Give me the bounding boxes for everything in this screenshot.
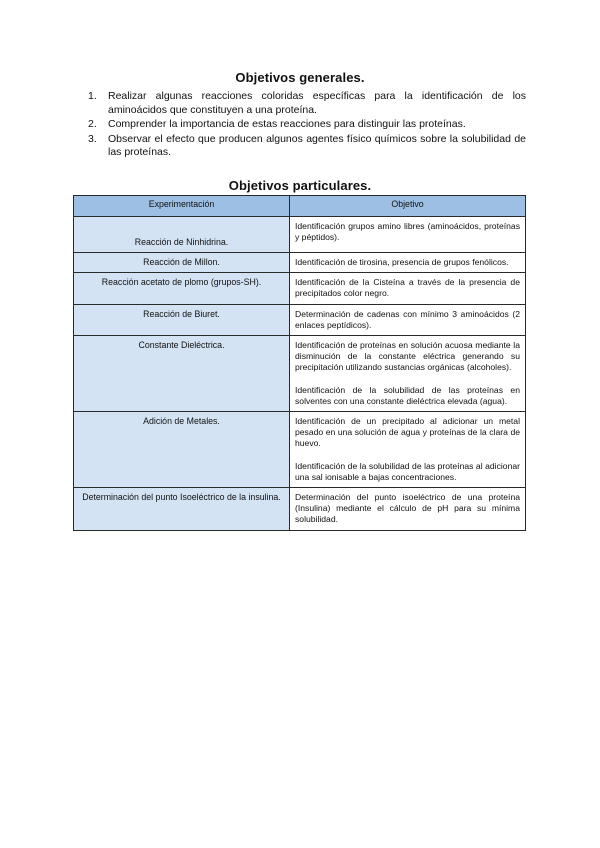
objective-cell <box>290 253 526 273</box>
table-row <box>74 217 526 253</box>
list-item <box>88 133 526 160</box>
objective-text: Determinación del punto isoeléctrico de una proteína (Insulina) mediante el cálculo de pH para su mínima solubilidad. <box>295 492 520 525</box>
objective-cell <box>290 412 526 488</box>
objective-cell <box>290 273 526 304</box>
objective-text: Identificación de proteínas en solución acuosa mediante la disminución de la constante eléctrica generando su precipitación utilizando sustancias orgánicas (alcoholes). <box>295 340 520 373</box>
table-row <box>74 273 526 304</box>
list-item <box>88 118 526 132</box>
list-number: 1. <box>88 90 97 102</box>
experiment-cell: Reacción de Ninhidrina. <box>74 217 290 253</box>
list-number: 2. <box>88 118 97 130</box>
experiment-cell: Reacción de Millon. <box>74 253 290 273</box>
objective-cell <box>290 217 526 253</box>
table-row <box>74 304 526 335</box>
header-experimentation: Experimentación <box>74 196 290 217</box>
general-objectives-title: Objetivos generales. <box>235 70 365 85</box>
list-item <box>88 90 526 117</box>
objective-cell <box>290 304 526 335</box>
particular-objectives-title: Objetivos particulares. <box>228 178 372 193</box>
objective-text: Identificación de tirosina, presencia de grupos fenólicos. <box>295 257 509 267</box>
experiment-cell: Reacción acetato de plomo (grupos-SH). <box>74 273 290 304</box>
header-objective: Objetivo <box>290 196 526 217</box>
table-header-row <box>74 196 526 217</box>
table-row <box>74 412 526 488</box>
objective-text: Determinación de cadenas con mínimo 3 aminoácidos (2 enlaces peptídicos). <box>295 308 520 330</box>
objective-text: Identificación de la Cisteína a través de la presencia de precipitados color negro. <box>295 277 520 299</box>
experiment-cell: Reacción de Biuret. <box>74 304 290 335</box>
table-row <box>74 253 526 273</box>
objective-text: Identificación de un precipitado al adicionar un metal pesado en una solución de agua y proteínas de la clara de huevo. <box>295 416 520 449</box>
general-objectives-list <box>88 90 526 161</box>
objective-cell <box>290 488 526 531</box>
list-item-text: Comprender la importancia de estas reacciones para distinguir las proteínas. <box>108 118 466 130</box>
objective-cell <box>290 336 526 412</box>
objective-text: Identificación de la solubilidad de las proteínas al adicionar una sal ionisable a bajas concentraciones. <box>295 460 520 482</box>
list-item-text: Realizar algunas reacciones coloridas específicas para la identificación de los aminoácidos que constituyen a una proteína. <box>108 90 526 116</box>
experiment-cell: Adición de Metales. <box>74 412 290 488</box>
experiment-cell: Constante Dieléctrica. <box>74 336 290 412</box>
objective-text: Identificación grupos amino libres (aminoácidos, proteínas y péptidos). <box>295 221 520 243</box>
list-number: 3. <box>88 132 97 145</box>
objective-text: Identificación de la solubilidad de las proteínas en solventes con una constante dieléctrica elevada (agua). <box>295 384 520 406</box>
experiment-cell: Determinación del punto Isoeléctrico de la insulina. <box>74 488 290 531</box>
objectives-table <box>73 195 526 531</box>
table-row <box>74 488 526 531</box>
list-item-text: Observar el efecto que producen algunos agentes físico químicos sobre la solubilidad de las proteínas. <box>108 132 526 158</box>
table-row <box>74 336 526 412</box>
